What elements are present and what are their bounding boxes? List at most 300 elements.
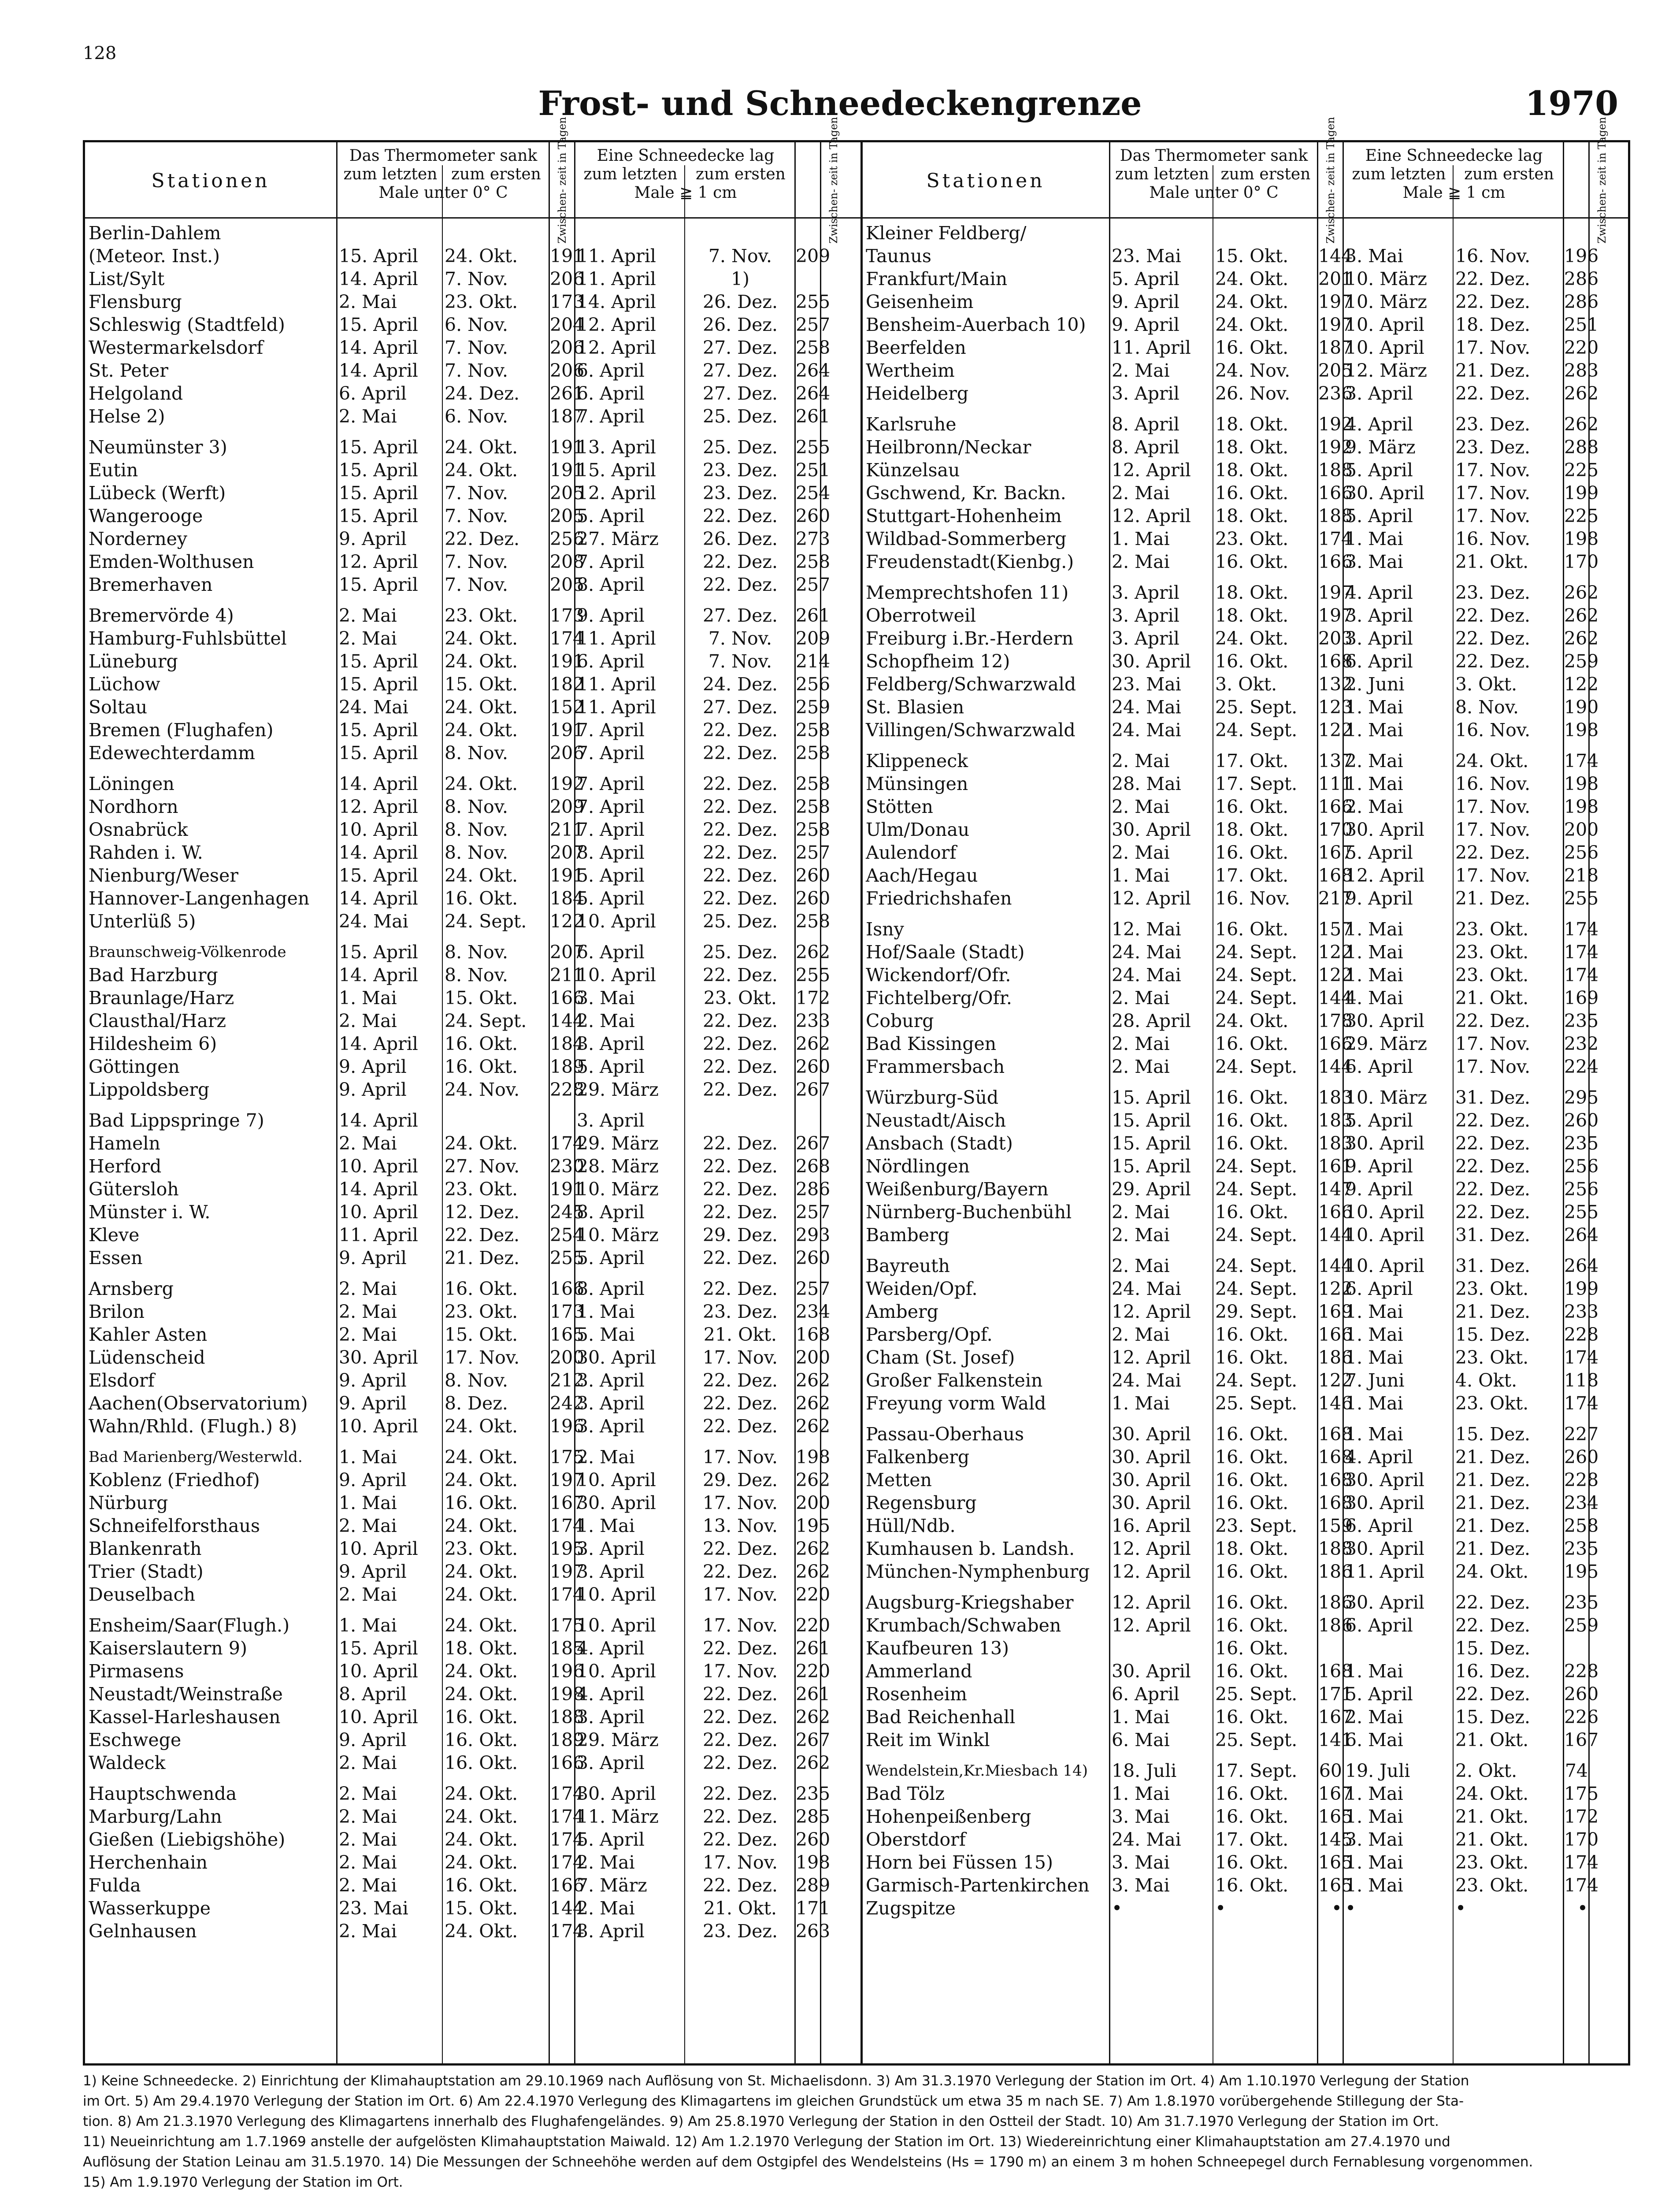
frost-last: 12. April bbox=[1112, 1301, 1191, 1322]
frost-first: 3. Okt. bbox=[1215, 674, 1277, 695]
snow-days: 257 bbox=[796, 842, 831, 863]
snow-last: 10. April bbox=[577, 1615, 656, 1636]
frost-first: 23. Sept. bbox=[1215, 1515, 1298, 1536]
frost-last: 15. April bbox=[339, 314, 418, 335]
station-name: Gschwend, Kr. Backn. bbox=[866, 482, 1066, 504]
frost-last: 2. Mai bbox=[339, 1278, 397, 1299]
snow-days: 190 bbox=[1564, 697, 1599, 718]
frost-first: 24. Okt. bbox=[445, 245, 518, 267]
snow-days: 264 bbox=[1564, 1224, 1599, 1246]
snow-last: 1. Mai bbox=[1345, 1324, 1403, 1345]
station-name: Fulda bbox=[89, 1875, 141, 1896]
frost-last: 1. Mai bbox=[339, 1615, 397, 1636]
station-name: Aulendorf bbox=[866, 842, 957, 863]
frost-days: 191 bbox=[550, 245, 585, 267]
station-name: Nordhorn bbox=[89, 796, 178, 817]
table-row bbox=[85, 550, 862, 573]
snow-days: 168 bbox=[796, 1324, 831, 1345]
snow-last: 11. April bbox=[577, 245, 656, 267]
snow-first: 22. Dez. bbox=[702, 1684, 778, 1705]
frost-days: 196 bbox=[550, 1416, 585, 1437]
frost-last: 2. Mai bbox=[1112, 482, 1170, 504]
frost-first: 24. Sept. bbox=[1215, 1179, 1298, 1200]
station-name: Frankfurt/Main bbox=[866, 268, 1008, 289]
frost-last: 12. April bbox=[1112, 1561, 1191, 1582]
table-row bbox=[862, 1805, 1628, 1828]
snow-last: 15. April bbox=[577, 460, 656, 481]
frost-last: 2. Mai bbox=[1112, 1033, 1170, 1054]
table-row bbox=[862, 941, 1628, 964]
snow-days: 258 bbox=[796, 551, 831, 572]
frost-last: 23. Mai bbox=[1112, 674, 1181, 695]
snow-first: 17. Nov. bbox=[702, 1852, 778, 1873]
frost-last: 12. April bbox=[1112, 1347, 1191, 1368]
snow-first: 15. Dez. bbox=[1455, 1706, 1531, 1728]
snow-first: 22. Dez. bbox=[702, 1829, 778, 1850]
table-row bbox=[85, 382, 862, 405]
snow-days: 198 bbox=[796, 1852, 831, 1873]
table-row bbox=[85, 1469, 862, 1491]
frost-first: 24. Nov. bbox=[1215, 360, 1291, 381]
station-name: Arnsberg bbox=[89, 1278, 174, 1299]
snow-days: 262 bbox=[796, 1469, 831, 1491]
snow-days: 258 bbox=[796, 742, 831, 764]
frost-days: 167 bbox=[1318, 842, 1353, 863]
frost-days: 205 bbox=[550, 574, 585, 595]
frost-first: 16. Okt. bbox=[1215, 796, 1289, 817]
frost-last: 29. April bbox=[1112, 1179, 1191, 1200]
frost-last: 10. April bbox=[339, 1416, 418, 1437]
snow-last: 5. April bbox=[577, 1247, 645, 1268]
frost-first: 16. Okt. bbox=[445, 1752, 518, 1773]
station-name: Weiden/Opf. bbox=[866, 1278, 978, 1299]
snow-first: 2. Okt. bbox=[1455, 1760, 1517, 1781]
station-name: Nienburg/Weser bbox=[89, 865, 238, 886]
frost-last: 15. April bbox=[339, 865, 418, 886]
snow-days: 195 bbox=[1564, 1561, 1599, 1582]
table-row bbox=[862, 1224, 1628, 1246]
frost-days: 168 bbox=[1318, 1469, 1353, 1491]
table-row bbox=[85, 795, 862, 818]
snow-first: 31. Dez. bbox=[1455, 1087, 1531, 1108]
table-row bbox=[85, 1032, 862, 1055]
table-row bbox=[85, 910, 862, 933]
station-name: Schneifelforsthaus bbox=[89, 1515, 260, 1536]
station-name: Clausthal/Harz bbox=[89, 1010, 226, 1031]
station-name: Gelnhausen bbox=[89, 1921, 197, 1942]
snow-first: 23. Okt. bbox=[1455, 1852, 1529, 1873]
frost-first: 18. Okt. bbox=[1215, 437, 1289, 458]
frost-days: 196 bbox=[550, 1661, 585, 1682]
table-row bbox=[85, 1637, 862, 1660]
snow-days: 286 bbox=[1564, 268, 1599, 289]
snow-first: 21. Okt. bbox=[1455, 1829, 1529, 1850]
snow-days: 264 bbox=[1564, 1255, 1599, 1276]
frost-first: 24. Okt. bbox=[445, 697, 518, 718]
snow-first: 22. Dez. bbox=[702, 1278, 778, 1299]
table-row bbox=[85, 267, 862, 290]
frost-first: 8. Nov. bbox=[445, 742, 508, 764]
station-name: Neustadt/Aisch bbox=[866, 1110, 1006, 1131]
snow-first: 15. Dez. bbox=[1455, 1424, 1531, 1445]
frost-days: 211 bbox=[550, 964, 585, 986]
frost-last: 24. Mai bbox=[1112, 964, 1181, 986]
frost-first: 8. Nov. bbox=[445, 819, 508, 840]
frost-last: 2. Mai bbox=[1112, 1224, 1170, 1246]
snow-days: 233 bbox=[796, 1010, 831, 1031]
footnotes bbox=[83, 2071, 1630, 2192]
snow-days: 262 bbox=[796, 942, 831, 963]
frost-last: 2. Mai bbox=[1112, 551, 1170, 572]
snow-last: 11. April bbox=[577, 674, 656, 695]
frost-days: 187 bbox=[550, 406, 585, 427]
snow-first: 31. Dez. bbox=[1455, 1255, 1531, 1276]
snow-days: 228 bbox=[1564, 1661, 1599, 1682]
frost-days: 174 bbox=[550, 628, 585, 649]
frost-days: 168 bbox=[1318, 1492, 1353, 1513]
header-between-right: Zwischen- zeit in Tagen bbox=[1324, 117, 1337, 244]
table-row bbox=[85, 1009, 862, 1032]
snow-days: 235 bbox=[1564, 1133, 1599, 1154]
station-name: Metten bbox=[866, 1469, 932, 1491]
snow-last: 7. April bbox=[577, 773, 645, 794]
table-row bbox=[862, 1300, 1628, 1323]
snow-first: 16. Dez. bbox=[1455, 1661, 1531, 1682]
snow-first: 22. Dez. bbox=[702, 1056, 778, 1077]
snow-last: 10. April bbox=[1345, 337, 1424, 358]
snow-last: 30. April bbox=[1345, 1538, 1424, 1559]
table-row bbox=[862, 1446, 1628, 1469]
table-row bbox=[862, 382, 1628, 405]
frost-first: 24. Okt. bbox=[445, 628, 518, 649]
snow-first: 26. Dez. bbox=[702, 528, 778, 549]
frost-last: 18. Juli bbox=[1112, 1760, 1177, 1781]
snow-last: 10. April bbox=[577, 1469, 656, 1491]
frost-last: 14. April bbox=[339, 964, 418, 986]
snow-last: 1. Mai bbox=[577, 1301, 635, 1322]
frost-days: 197 bbox=[1318, 605, 1353, 626]
station-name: Löningen bbox=[89, 773, 174, 794]
station-name: Hauptschwenda bbox=[89, 1783, 237, 1804]
snow-first: 25. Dez. bbox=[702, 911, 778, 932]
snow-days: 255 bbox=[1564, 888, 1599, 909]
snow-first: 22. Dez. bbox=[1455, 1202, 1531, 1223]
snow-days: 209 bbox=[796, 628, 831, 649]
snow-days: 255 bbox=[796, 437, 831, 458]
station-name: Eschwege bbox=[89, 1729, 182, 1751]
table-row bbox=[862, 245, 1628, 267]
frost-last: 15. April bbox=[339, 719, 418, 741]
frost-last: 3. Mai bbox=[1112, 1875, 1170, 1896]
station-name: Bad Reichenhall bbox=[866, 1706, 1016, 1728]
snow-last: 3. April bbox=[577, 1370, 645, 1391]
station-name: Osnabrück bbox=[89, 819, 188, 840]
snow-first: 22. Dez. bbox=[702, 842, 778, 863]
snow-first: 22. Dez. bbox=[702, 819, 778, 840]
snow-last: 7. April bbox=[577, 819, 645, 840]
frost-days: 209 bbox=[550, 796, 585, 817]
frost-last: 2. Mai bbox=[1112, 1324, 1170, 1345]
frost-last: 15. April bbox=[1112, 1087, 1191, 1108]
snow-days: 220 bbox=[796, 1661, 831, 1682]
frost-days: 203 bbox=[1318, 628, 1353, 649]
frost-days: 144 bbox=[1318, 987, 1353, 1009]
frost-last: 8. April bbox=[1112, 437, 1179, 458]
snow-last: 30. April bbox=[1345, 1133, 1424, 1154]
header-thermo-unit-right: Male unter 0° C bbox=[1149, 184, 1279, 202]
station-name: Lüchow bbox=[89, 674, 160, 695]
frost-last: 2. Mai bbox=[339, 605, 397, 626]
table-row bbox=[862, 1392, 1628, 1415]
frost-last: 2. Mai bbox=[339, 1515, 397, 1536]
snow-last: 2. Mai bbox=[577, 1852, 635, 1873]
snow-days: 261 bbox=[796, 605, 831, 626]
frost-first: 16. Okt. bbox=[1215, 1852, 1289, 1873]
table-row bbox=[862, 1560, 1628, 1583]
snow-first: 24. Okt. bbox=[1455, 1783, 1529, 1804]
snow-first: 22. Dez. bbox=[1455, 628, 1531, 649]
station-name: Stötten bbox=[866, 796, 933, 817]
snow-days: 233 bbox=[1564, 1301, 1599, 1322]
snow-last: 8. April bbox=[577, 842, 645, 863]
frost-days: 195 bbox=[550, 1538, 585, 1559]
snow-first: 17. Nov. bbox=[1455, 1056, 1531, 1077]
frost-last: 1. Mai bbox=[1112, 1706, 1170, 1728]
frost-days: 132 bbox=[1318, 674, 1353, 695]
station-name: Bad Lippspringe 7) bbox=[89, 1110, 264, 1131]
frost-first: 16. Okt. bbox=[1215, 1347, 1289, 1368]
table-row bbox=[85, 405, 862, 428]
frost-days: 122 bbox=[1318, 1278, 1353, 1299]
frost-first: 12. Dez. bbox=[445, 1202, 520, 1223]
snow-days: 234 bbox=[1564, 1492, 1599, 1513]
snow-days: 286 bbox=[796, 1179, 831, 1200]
frost-last: 30. April bbox=[1112, 1424, 1191, 1445]
frost-first: 17. Okt. bbox=[1215, 1829, 1289, 1850]
frost-first: 24. Okt. bbox=[445, 1515, 518, 1536]
table-row bbox=[862, 1706, 1628, 1728]
frost-first: 16. Okt. bbox=[1215, 1202, 1289, 1223]
station-name: Elsdorf bbox=[89, 1370, 155, 1391]
table-row bbox=[862, 1469, 1628, 1491]
frost-last: 3. Mai bbox=[1112, 1806, 1170, 1827]
table-row bbox=[85, 772, 862, 795]
snow-days: 262 bbox=[796, 1706, 831, 1728]
frost-last: 2. Mai bbox=[339, 1852, 397, 1873]
snow-last: 1. Mai bbox=[1345, 1301, 1403, 1322]
station-name: Lüneburg bbox=[89, 651, 178, 672]
frost-last: 12. April bbox=[1112, 460, 1191, 481]
snow-first: 21. Dez. bbox=[1455, 1469, 1531, 1491]
frost-last: 12. April bbox=[1112, 505, 1191, 527]
snow-last: 4. Mai bbox=[1345, 987, 1403, 1009]
frost-first: 24. Okt. bbox=[445, 1446, 518, 1468]
snow-days: 258 bbox=[796, 773, 831, 794]
snow-last: 3. Mai bbox=[1345, 245, 1403, 267]
header-snow-last: zum letzten bbox=[583, 165, 678, 183]
table-row bbox=[862, 1782, 1628, 1805]
station-name: St. Blasien bbox=[866, 697, 964, 718]
snow-days: 118 bbox=[1564, 1370, 1599, 1391]
snow-days: 262 bbox=[796, 1752, 831, 1773]
table-row bbox=[85, 1132, 862, 1155]
table-row bbox=[85, 1805, 862, 1828]
snow-last: 10. April bbox=[1345, 1202, 1424, 1223]
snow-first: 22. Dez. bbox=[702, 796, 778, 817]
frost-last: 10. April bbox=[339, 1156, 418, 1177]
frost-days: 186 bbox=[1318, 1561, 1353, 1582]
station-name: Ammerland bbox=[866, 1661, 972, 1682]
frost-first: 7. Nov. bbox=[445, 360, 508, 381]
frost-first: 8. Nov. bbox=[445, 942, 508, 963]
station-name: Blankenrath bbox=[89, 1538, 202, 1559]
table-row bbox=[862, 841, 1628, 864]
frost-days: 165 bbox=[1318, 1852, 1353, 1873]
frost-last: 2. Mai bbox=[339, 1875, 397, 1896]
frost-last: 2. Mai bbox=[1112, 1202, 1170, 1223]
frost-first: 18. Okt. bbox=[1215, 819, 1289, 840]
frost-days: 186 bbox=[1318, 1347, 1353, 1368]
frost-first: 16. Okt. bbox=[1215, 1446, 1289, 1468]
station-name: Parsberg/Opf. bbox=[866, 1324, 993, 1345]
frost-last: 15. April bbox=[339, 942, 418, 963]
frost-days: 168 bbox=[1318, 865, 1353, 886]
frost-last: 12. April bbox=[1112, 1592, 1191, 1613]
snow-first: 22. Dez. bbox=[702, 1247, 778, 1268]
snow-first: 23. Dez. bbox=[1455, 414, 1531, 435]
frost-first: 16. Okt. bbox=[445, 1278, 518, 1299]
snow-last: 6. April bbox=[1345, 1515, 1413, 1536]
snow-last: 10. April bbox=[1345, 314, 1424, 335]
frost-days: 165 bbox=[1318, 1806, 1353, 1827]
frost-days: 188 bbox=[1318, 1538, 1353, 1559]
station-name: Oberrotweil bbox=[866, 605, 976, 626]
frost-first: 23. Okt. bbox=[445, 1301, 518, 1322]
frost-first: 24. Okt. bbox=[1215, 291, 1289, 312]
snow-last: 5. April bbox=[1345, 1684, 1413, 1705]
frost-last: 30. April bbox=[1112, 1469, 1191, 1491]
table-row bbox=[862, 918, 1628, 941]
frost-days: 206 bbox=[550, 337, 585, 358]
snow-last: 10. März bbox=[577, 1179, 659, 1200]
frost-last: 23. Mai bbox=[1112, 245, 1181, 267]
snow-first: 21. Okt. bbox=[703, 1324, 777, 1345]
snow-first: 17. Nov. bbox=[702, 1446, 778, 1468]
snow-last: 12. April bbox=[1345, 865, 1424, 886]
snow-first: 24. Okt. bbox=[1455, 1561, 1529, 1582]
frost-days: 168 bbox=[1318, 1661, 1353, 1682]
snow-first: 22. Dez. bbox=[702, 1079, 778, 1100]
station-name: Isny bbox=[866, 919, 904, 940]
frost-days: 189 bbox=[550, 1729, 585, 1751]
station-name: Waldeck bbox=[89, 1752, 166, 1773]
snow-first: 25. Dez. bbox=[702, 437, 778, 458]
station-name: Falkenberg bbox=[866, 1446, 970, 1468]
snow-last: 3. April bbox=[577, 1110, 645, 1131]
snow-days: 260 bbox=[1564, 1446, 1599, 1468]
snow-first: 22. Dez. bbox=[1455, 383, 1531, 404]
snow-last: 9. März bbox=[1345, 437, 1416, 458]
frost-last: 2. Mai bbox=[339, 1133, 397, 1154]
table-row bbox=[85, 459, 862, 482]
snow-days: • bbox=[1577, 1898, 1588, 1919]
snow-days: 214 bbox=[796, 651, 831, 672]
snow-days: 218 bbox=[1564, 865, 1599, 886]
snow-first: 22. Dez. bbox=[1455, 1110, 1531, 1131]
snow-days: 251 bbox=[1564, 314, 1599, 335]
snow-days: 258 bbox=[796, 911, 831, 932]
station-name: Westermarkelsdorf bbox=[89, 337, 263, 358]
station-name: Wertheim bbox=[866, 360, 955, 381]
frost-days: 166 bbox=[550, 1278, 585, 1299]
frost-last: 2. Mai bbox=[339, 1783, 397, 1804]
snow-days: 260 bbox=[1564, 1110, 1599, 1131]
snow-days: 260 bbox=[796, 1056, 831, 1077]
station-name: Ulm/Donau bbox=[866, 819, 970, 840]
frost-first: 16. Okt. bbox=[1215, 919, 1289, 940]
snow-last: 10. März bbox=[1345, 291, 1427, 312]
snow-days: 257 bbox=[796, 574, 831, 595]
frost-last: 15. April bbox=[339, 574, 418, 595]
station-name: Nürnberg-Buchenbühl bbox=[866, 1202, 1072, 1223]
snow-last: 1. Mai bbox=[1345, 697, 1403, 718]
snow-last: 6. April bbox=[577, 383, 645, 404]
snow-days: 220 bbox=[796, 1584, 831, 1605]
snow-last: 2. Juni bbox=[1345, 674, 1405, 695]
footnote-line: tion. 8) Am 21.3.1970 Verlegung des Klimagartens innerhalb des Flughafengeländes. 9) Am 25.8.1970 Verlegung der Station in den Ostteil der Stadt. 10) Am 31.7.1970 Verlegung der Station im Ort. bbox=[83, 2114, 1439, 2129]
snow-last: 1. Mai bbox=[1345, 1424, 1403, 1445]
station-name: Gießen (Liebigshöhe) bbox=[89, 1829, 286, 1850]
snow-days: 235 bbox=[796, 1783, 831, 1804]
table-row bbox=[862, 864, 1628, 887]
snow-first: 23. Okt. bbox=[1455, 1347, 1529, 1368]
frost-days: 168 bbox=[1318, 1446, 1353, 1468]
snow-last: 10. März bbox=[1345, 268, 1427, 289]
snow-days: 198 bbox=[1564, 528, 1599, 549]
frost-days: 166 bbox=[1318, 551, 1353, 572]
frost-first: 26. Nov. bbox=[1215, 383, 1291, 404]
snow-last: 7. März bbox=[577, 1875, 647, 1896]
table-row bbox=[85, 1055, 862, 1078]
station-name: Berlin-Dahlem bbox=[89, 223, 221, 244]
snow-last: 11. April bbox=[1345, 1561, 1424, 1582]
station-name: Brilon bbox=[89, 1301, 145, 1322]
table-row bbox=[862, 1346, 1628, 1369]
frost-first: 24. Okt. bbox=[1215, 268, 1289, 289]
table-row bbox=[862, 1614, 1628, 1637]
snow-days: 261 bbox=[796, 406, 831, 427]
table-row bbox=[862, 650, 1628, 673]
frost-last: 28. April bbox=[1112, 1010, 1191, 1031]
station-name: Helse 2) bbox=[89, 406, 165, 427]
snow-first: 17. Nov. bbox=[702, 1615, 778, 1636]
table-row bbox=[862, 459, 1628, 482]
frost-first: 17. Sept. bbox=[1215, 773, 1298, 794]
footnote-line: 11) Neueinrichtung am 1.7.1969 anstelle der aufgelösten Klimahauptstation Maiwald. 12) Am 1.2.1970 Verlegung der Station im Ort. 13) Wiedereinrichtung einer Klimahauptstation am 27.4.1970 und bbox=[83, 2134, 1450, 2150]
frost-days: 169 bbox=[1318, 1301, 1353, 1322]
snow-days: 262 bbox=[796, 1033, 831, 1054]
snow-last: 8. April bbox=[577, 1278, 645, 1299]
frost-last: 12. April bbox=[1112, 888, 1191, 909]
snow-last: 11. April bbox=[577, 697, 656, 718]
table-row bbox=[85, 742, 862, 764]
station-name: Rahden i. W. bbox=[89, 842, 203, 863]
table-row bbox=[862, 1683, 1628, 1706]
table-row bbox=[862, 1086, 1628, 1109]
frost-days: 191 bbox=[550, 719, 585, 741]
table-row bbox=[85, 1537, 862, 1560]
table-row bbox=[862, 313, 1628, 336]
